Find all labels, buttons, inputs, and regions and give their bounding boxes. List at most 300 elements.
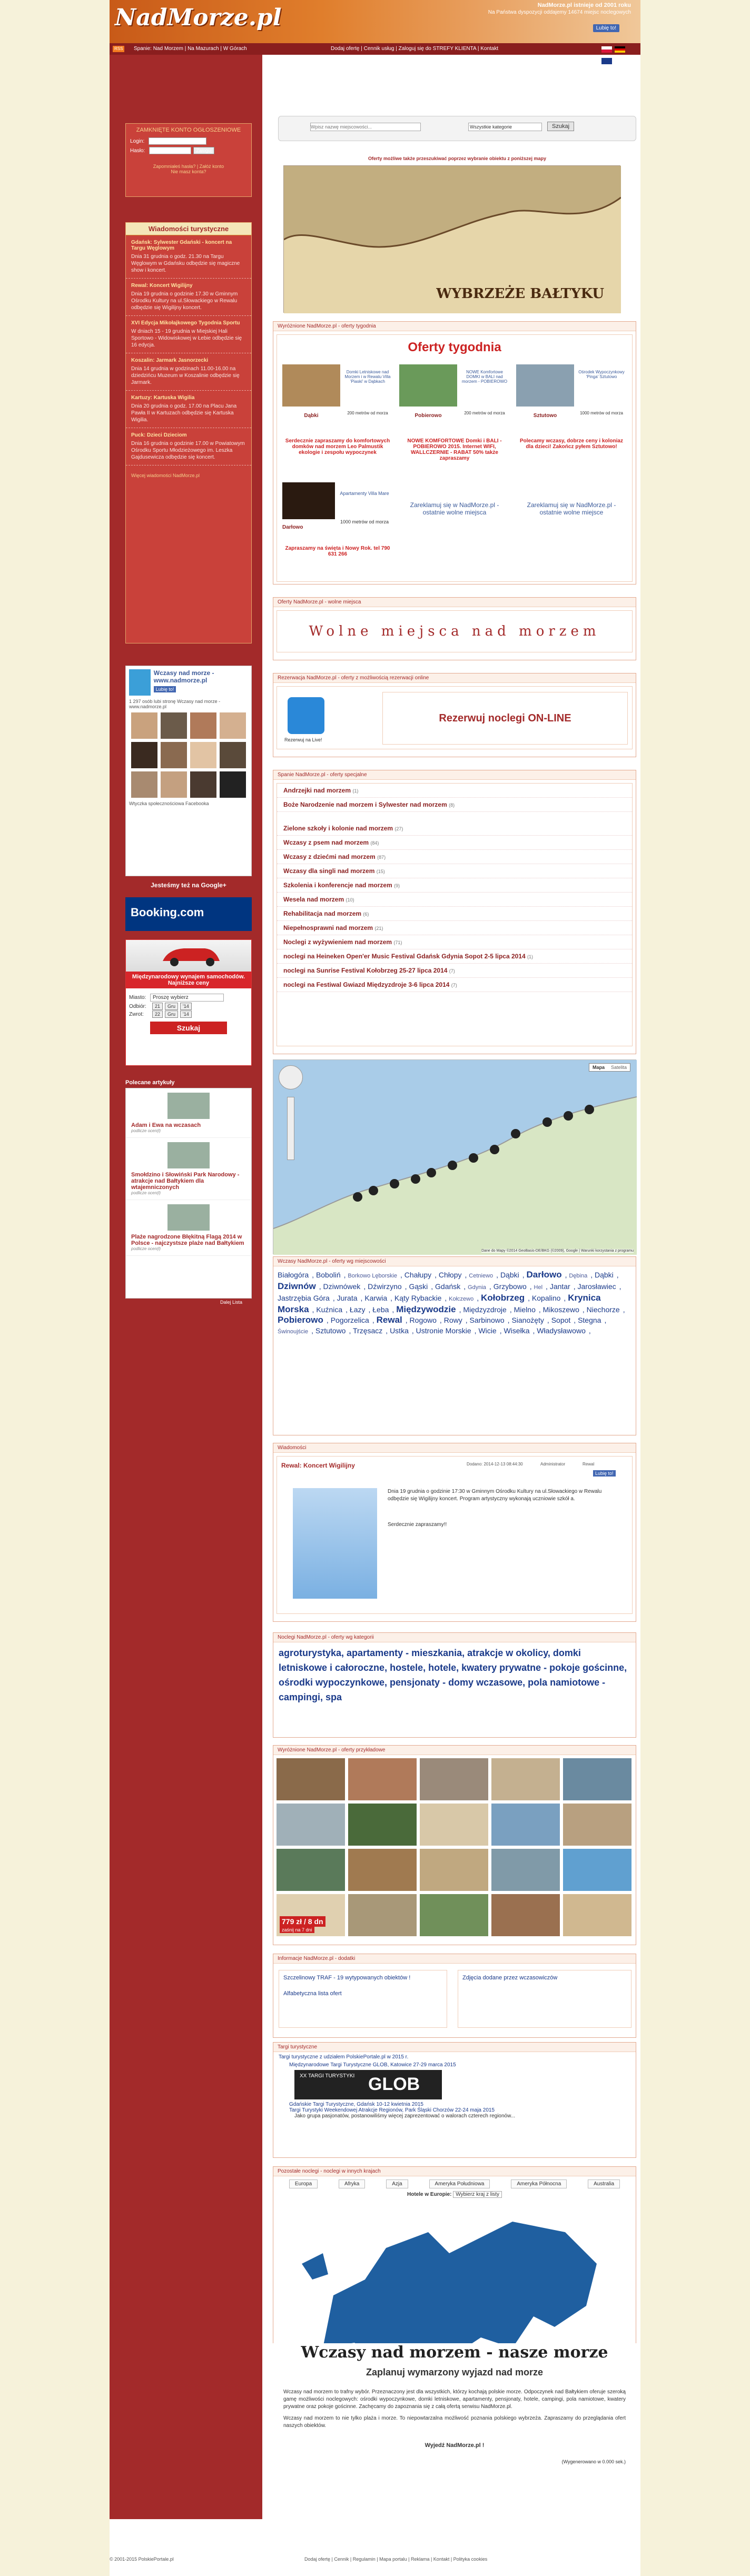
city-link[interactable]: Jantar bbox=[549, 1282, 570, 1291]
fb-fan-avatar[interactable] bbox=[220, 771, 246, 798]
special-offer-count: (10) bbox=[346, 897, 354, 903]
city-link[interactable]: Międzywodzie bbox=[396, 1304, 456, 1314]
special-offer-count: (87) bbox=[377, 855, 386, 860]
featured-photo[interactable] bbox=[420, 1758, 488, 1800]
articles-box bbox=[125, 1088, 252, 1299]
categories-panel-title: Noclegi NadMorze.pl - oferty wg kategorii bbox=[273, 1633, 636, 1642]
city-link[interactable]: Chałupy bbox=[404, 1271, 432, 1279]
city-link[interactable]: Rowy bbox=[443, 1316, 462, 1324]
message-place: Rewal bbox=[583, 1462, 595, 1467]
featured-photo[interactable] bbox=[277, 1849, 345, 1891]
continent-tab[interactable]: Ameryka Północna bbox=[511, 2179, 567, 2188]
city-link[interactable]: Chłopy bbox=[438, 1271, 462, 1279]
city-link[interactable]: Kąty Rybackie bbox=[394, 1294, 442, 1302]
city-link[interactable]: Mielno bbox=[514, 1305, 536, 1314]
map-attribution: Dane do Mapy ©2014 GeoBasis-DE/BKG (©2009), Google | Warunki korzystania z programu bbox=[481, 1249, 634, 1253]
map-pin-icon[interactable] bbox=[411, 1174, 420, 1184]
car-search-button[interactable]: Szukaj bbox=[150, 1022, 227, 1034]
special-offer-link[interactable] bbox=[277, 935, 632, 949]
article-rating: podlicze ocen(ł) bbox=[131, 1128, 161, 1133]
special-offer-link[interactable] bbox=[277, 821, 632, 836]
city-link[interactable]: Jurata bbox=[337, 1294, 358, 1302]
city-link[interactable]: Jastrzębia Góra bbox=[278, 1294, 330, 1302]
car-rental-box bbox=[125, 939, 252, 1066]
city-link[interactable]: Kuźnica bbox=[316, 1305, 343, 1314]
article-rating: podlicze ocen(ł) bbox=[131, 1246, 161, 1251]
map-pin-icon[interactable] bbox=[369, 1186, 378, 1195]
free-places-heading[interactable]: Wolne miejsca nad morzem bbox=[309, 623, 600, 639]
featured-photo[interactable] bbox=[420, 1894, 488, 1936]
search-input[interactable] bbox=[310, 123, 421, 131]
left-sidebar bbox=[110, 55, 262, 2519]
city-link[interactable]: Kopalino bbox=[531, 1294, 561, 1302]
city-link[interactable]: Dziwnów bbox=[278, 1281, 316, 1291]
page-wrapper bbox=[110, 0, 640, 2576]
bottom-subtitle: Zaplanuj wymarzony wyjazd nad morze bbox=[366, 2367, 544, 2377]
special-offer-count: (7) bbox=[449, 968, 455, 974]
fb-fan-avatar[interactable] bbox=[131, 771, 157, 798]
article-item[interactable] bbox=[126, 1088, 251, 1138]
offer-distance: 200 metrów od morza bbox=[347, 411, 388, 415]
fb-fan-avatar[interactable] bbox=[190, 712, 216, 739]
reservation-online-link[interactable]: Rezerwuj noclegi ON-LINE bbox=[382, 692, 628, 745]
offer-name[interactable]: Pobierowo bbox=[415, 413, 442, 419]
car-city-select[interactable]: Proszę wybierz bbox=[150, 994, 224, 1002]
article-item[interactable] bbox=[126, 1138, 251, 1200]
message-author: Administrator bbox=[540, 1462, 566, 1467]
site-header bbox=[110, 0, 640, 43]
special-offer-count: (1) bbox=[352, 788, 359, 794]
news-item-text: Dnia 16 grudnia o godzinie 17.00 w Powiatowym Ośrodku Sportu Młodzieżowego im. Leszka Gajdusewicza odbędzie się koncert. bbox=[131, 441, 245, 460]
messages-panel bbox=[273, 1443, 636, 1622]
city-link[interactable]: Borkowo Lęborskie bbox=[348, 1273, 397, 1279]
continent-tab[interactable]: Azja bbox=[386, 2179, 408, 2188]
special-offer-link[interactable] bbox=[277, 978, 632, 992]
city-link[interactable]: Białogóra bbox=[278, 1271, 309, 1279]
city-link[interactable]: Ustka bbox=[390, 1326, 409, 1335]
article-title[interactable]: Smołdzino i Słowiński Park Narodowy - atrakcje nad Bałtykiem dla wtajemniczonych bbox=[131, 1172, 240, 1191]
cities-panel-title: Wczasy NadMorze.pl - oferty wg miejscowości bbox=[273, 1257, 636, 1266]
featured-price-sub: zaśnij na 7 dni bbox=[280, 1927, 314, 1933]
car-pickup-month[interactable]: Gru bbox=[165, 1003, 178, 1010]
special-offer-title[interactable]: Zielone szkoły i kolonie nad morzem bbox=[283, 825, 393, 832]
news-item-text: Dnia 14 grudnia w godzinach 11.00-16.00 na dziedzińcu Muzeum w Koszalinie odbędzie się Jarmark. bbox=[131, 366, 240, 385]
login-button[interactable]: Zaloguj bbox=[193, 147, 214, 154]
offer-desc[interactable]: Ośrodek Wypoczynkowy 'Pinga' Sztutowo bbox=[578, 370, 625, 379]
city-link[interactable]: Dziwnówek bbox=[323, 1282, 361, 1291]
fb-likes-count: 1 297 osób lubi stronę Wczasy nad morze - www.nadmorze.pl bbox=[129, 699, 221, 709]
special-offer-title[interactable]: Szkolenia i konferencje nad morzem bbox=[283, 881, 392, 889]
search-bar bbox=[278, 116, 636, 141]
map-pin-icon[interactable] bbox=[427, 1168, 436, 1177]
car-pickup-year[interactable]: '14 bbox=[180, 1003, 192, 1010]
world-heading bbox=[273, 2192, 636, 2197]
city-link[interactable]: Dąbki bbox=[595, 1271, 614, 1279]
news-item-title[interactable]: Koszalin: Jarmark Jasnorzecki bbox=[131, 358, 209, 363]
map-banner-title: WYBRZEŻE BAŁTYKU bbox=[436, 286, 604, 302]
reservation-icon-caption: Rezerwuj na Live! bbox=[284, 737, 322, 742]
featured-photo[interactable] bbox=[563, 1894, 631, 1936]
featured-photo[interactable] bbox=[348, 1894, 417, 1936]
featured-photo[interactable] bbox=[348, 1804, 417, 1846]
city-link[interactable]: Sarbinowo bbox=[469, 1316, 505, 1324]
featured-price[interactable]: 779 zł / 8 dn bbox=[280, 1916, 325, 1927]
city-link[interactable]: Dąbki bbox=[500, 1271, 519, 1279]
featured-photo[interactable] bbox=[491, 1758, 560, 1800]
fb-faces-grid bbox=[126, 709, 251, 801]
fb-fan-avatar[interactable] bbox=[190, 771, 216, 798]
special-offer-link[interactable] bbox=[277, 949, 632, 964]
message-date: Dodano: 2014-12-13 08:44:30 bbox=[467, 1462, 523, 1467]
featured-photo[interactable] bbox=[563, 1849, 631, 1891]
city-link[interactable]: Karwia bbox=[364, 1294, 388, 1302]
search-button[interactable]: Szukaj bbox=[547, 122, 574, 131]
world-panel-title: Pozostałe noclegi - noclegi w innych krajach bbox=[273, 2167, 636, 2176]
news-item[interactable] bbox=[126, 391, 251, 428]
week-promo-2[interactable]: NOWE KOMFORTOWE Domki i BALI - POBIEROWO 2015. Internet WIFI, WALLCZERNIE - RABAT 50% także zapraszamy bbox=[407, 438, 502, 461]
map-pin-icon[interactable] bbox=[390, 1179, 399, 1188]
fb-fan-avatar[interactable] bbox=[161, 742, 187, 768]
bottom-paragraph-2: Wczasy nad morzem to nie tylko plaża i morze. To niepowtarzalna możliwość poznania polskiego wybrzeża. Zapraszamy do przeglądania ofert naszych obiektów. bbox=[283, 2415, 626, 2429]
offer-name[interactable]: Sztutowo bbox=[533, 413, 557, 419]
featured-photo[interactable] bbox=[348, 1849, 417, 1891]
article-thumb[interactable] bbox=[167, 1142, 210, 1168]
news-item-title[interactable]: Gdańsk: Sylwester Gdański - koncert na Targu Węglowym bbox=[131, 240, 232, 251]
city-link[interactable]: Rogowo bbox=[409, 1316, 437, 1324]
city-link[interactable]: Pobierowo bbox=[278, 1315, 323, 1325]
city-link[interactable]: Mikoszewo bbox=[542, 1305, 579, 1314]
city-link[interactable]: Hel bbox=[534, 1284, 543, 1291]
map-pin-icon[interactable] bbox=[511, 1129, 520, 1138]
city-link[interactable]: Stegna bbox=[578, 1316, 601, 1324]
city-link[interactable]: Jarosławiec bbox=[577, 1282, 616, 1291]
booking-banner[interactable]: Booking.com bbox=[125, 897, 252, 931]
news-item[interactable] bbox=[126, 279, 251, 316]
car-city-label: Miasto: bbox=[129, 995, 146, 1000]
city-link[interactable]: Gdynia bbox=[468, 1284, 486, 1291]
featured-photo[interactable] bbox=[348, 1758, 417, 1800]
city-link[interactable]: Cetniewo bbox=[469, 1273, 494, 1279]
header-capacity: Na Państwa dyspozycji oddajemy 14674 miejsc noclegowych bbox=[488, 9, 631, 15]
message-like-button[interactable]: Lubię to! bbox=[593, 1470, 616, 1477]
flag-en-icon[interactable] bbox=[601, 58, 612, 64]
map-pan-control[interactable] bbox=[279, 1065, 303, 1089]
info-link-1[interactable]: Szczelinowy TRAF - 19 wytypowanych obiektów ! bbox=[283, 1975, 411, 1981]
continent-tab[interactable]: Europa bbox=[289, 2179, 318, 2188]
offer-desc[interactable]: NOWE Komfortowe DOMKI w BALI nad morzem - POBIEROWO bbox=[461, 370, 508, 384]
city-link[interactable]: Sopot bbox=[551, 1316, 571, 1324]
fb-fan-avatar[interactable] bbox=[161, 712, 187, 739]
news-more-link[interactable]: Więcej wiadomości NadMorze.pl bbox=[131, 473, 200, 478]
map-pin-icon[interactable] bbox=[448, 1161, 457, 1170]
baltic-map-banner[interactable] bbox=[283, 165, 620, 313]
offer-photo[interactable] bbox=[282, 364, 340, 407]
special-offer-link[interactable] bbox=[277, 798, 632, 812]
glob-banner-title: GLOB bbox=[368, 2074, 420, 2094]
continent-tab[interactable]: Ameryka Południowa bbox=[429, 2179, 490, 2188]
city-link[interactable]: Ustronie Morskie bbox=[416, 1326, 471, 1335]
special-offer-link[interactable] bbox=[277, 878, 632, 893]
offer-distance: 200 metrów od morza bbox=[464, 411, 505, 415]
special-offer-link[interactable] bbox=[277, 850, 632, 864]
special-offer-title[interactable]: noclegi na Festiwal Gwiazd Międzyzdroje 3-6 lipca 2014 bbox=[283, 981, 450, 988]
google-map[interactable] bbox=[273, 1059, 636, 1254]
city-link[interactable]: Trzęsacz bbox=[353, 1326, 383, 1335]
fb-plugin-label: Wtyczka społecznościowa Facebooka bbox=[129, 801, 209, 806]
news-item-title[interactable]: XVI Edycja Mikołajkowego Tygodnia Sportu bbox=[131, 320, 240, 326]
flag-pl-icon[interactable] bbox=[601, 46, 612, 53]
car-return-label: Zwrot: bbox=[129, 1012, 144, 1017]
offer-photo[interactable] bbox=[516, 364, 574, 407]
city-link[interactable]: Wicie bbox=[478, 1326, 497, 1335]
city-link[interactable]: Grzybowo bbox=[493, 1282, 527, 1291]
special-offer-count: (71) bbox=[393, 940, 402, 945]
country-select[interactable]: Wybierz kraj z listy bbox=[453, 2191, 502, 2198]
fb-page-name[interactable]: Wczasy nad morze - www.nadmorze.pl bbox=[153, 669, 214, 684]
message-title[interactable]: Rewal: Koncert Wigilijny bbox=[281, 1462, 355, 1469]
special-offer-link[interactable] bbox=[277, 864, 632, 878]
ad-slot-2[interactable]: Zareklamuj się w NadMorze.pl - ostatnie wolne miejsce bbox=[527, 501, 616, 516]
special-offer-link[interactable] bbox=[277, 907, 632, 921]
special-offers-list bbox=[277, 783, 633, 1046]
fb-fan-avatar[interactable] bbox=[131, 742, 157, 768]
category-select[interactable]: Wszystkie kategorie bbox=[468, 123, 542, 131]
city-link[interactable]: Władysławowo bbox=[537, 1326, 586, 1335]
city-link[interactable]: Kołobrzeg bbox=[481, 1293, 525, 1303]
city-link[interactable]: Gdańsk bbox=[435, 1282, 461, 1291]
week-promo-1[interactable]: Serdecznie zapraszamy do komfortowych domków nad morzem Leo Palmustik ekologie i zespołu wypoczynek bbox=[285, 438, 390, 455]
darlowo-promo[interactable]: Zapraszamy na święta i Nowy Rok. tel 790 631 266 bbox=[285, 546, 390, 557]
featured-photo[interactable] bbox=[491, 1894, 560, 1936]
city-link[interactable]: Pogorzelica bbox=[330, 1316, 369, 1324]
fb-fan-avatar[interactable] bbox=[161, 771, 187, 798]
featured-panel-title: Wyróżnione NadMorze.pl - oferty przykładowe bbox=[273, 1746, 636, 1755]
city-link[interactable]: Świnoujście bbox=[278, 1329, 309, 1335]
world-heading-text: Hotele w Europie: bbox=[407, 2192, 452, 2197]
special-offer-title[interactable]: Niepełnosprawni nad morzem bbox=[283, 924, 373, 932]
free-panel-title: Oferty NadMorze.pl - wolne miejsca bbox=[273, 598, 636, 607]
special-offer-title[interactable]: noclegi na Heineken Open'er Music Festival Gdańsk Gdynia Sopot 2-5 lipca 2014 bbox=[283, 953, 526, 960]
articles-more[interactable]: Dalej Lista bbox=[220, 1300, 243, 1305]
nav-account[interactable]: Dodaj ofertę | Cennik usług | Zaloguj się do STREFY KLIENTA | Kontakt bbox=[331, 46, 499, 52]
city-link[interactable]: Łeba bbox=[372, 1305, 389, 1314]
special-offer-title[interactable]: Wesela nad morzem bbox=[283, 896, 344, 903]
google-map-canvas bbox=[273, 1060, 637, 1255]
news-item-title[interactable]: Rewal: Koncert Wigilijny bbox=[131, 283, 193, 289]
message-body: Dnia 19 grudnia o godzinie 17:30 w Gminnym Ośrodku Kultury na ul.Słowackiego w Rewalu odbędzie się Wigilijny koncert. Program artystyczny wykonają uczniowie szkół a. bbox=[388, 1489, 602, 1502]
darlowo-desc[interactable]: Apartamenty Villa Mare bbox=[340, 491, 389, 496]
fairs-item-2[interactable]: Gdańskie Targi Turystyczne, Gdańsk 10-12 kwietnia 2015 bbox=[289, 2102, 423, 2107]
week-offers-panel bbox=[273, 321, 636, 584]
darlowo-name[interactable]: Darłowo bbox=[282, 524, 303, 530]
city-link[interactable]: Boboliń bbox=[315, 1271, 341, 1279]
bottom-seo-block bbox=[273, 2343, 636, 2543]
special-offer-title[interactable]: Andrzejki nad morzem bbox=[283, 787, 351, 794]
top-nav bbox=[110, 43, 640, 55]
no-account-link[interactable]: Nie masz konta? bbox=[171, 169, 206, 174]
map-pin-icon[interactable] bbox=[469, 1153, 478, 1163]
featured-photo[interactable] bbox=[563, 1758, 631, 1800]
rss-icon[interactable]: RSS bbox=[113, 46, 124, 52]
news-item-text: Dnia 31 grudnia o godz. 21.30 na Targu Węglowym w Gdańsku odbędzie się magiczne show i koncert. bbox=[131, 254, 240, 273]
city-link[interactable]: Gąski bbox=[409, 1282, 428, 1291]
bottom-title: Wczasy nad morzem - nasze morze bbox=[301, 2343, 608, 2362]
fairs-item-1[interactable]: Międzynarodowe Targi Turystyczne GLOB, Katowice 27-29 marca 2015 bbox=[289, 2062, 456, 2068]
map-zoom-slider[interactable] bbox=[287, 1097, 294, 1160]
fb-fan-avatar[interactable] bbox=[190, 742, 216, 768]
city-link[interactable]: Łazy bbox=[349, 1305, 366, 1314]
week-promo-3[interactable]: Polecamy wczasy, dobrze ceny i koloniaz dla dzieci! Zakończ pyłem Sztutowo! bbox=[519, 438, 623, 450]
fairs-subtitle[interactable]: Targi turystyczne z udziałem PolskiePortale.pl w 2015 r. bbox=[279, 2054, 409, 2060]
fairs-item-3[interactable]: Targi Turystyki Weekendowej Atrakcje Regionów, Park Śląski Chorzów 22-24 maja 2015 bbox=[289, 2107, 495, 2113]
continent-tab[interactable]: Afryka bbox=[339, 2179, 365, 2188]
google-plus-line[interactable]: Jesteśmy też na Google+ bbox=[151, 881, 226, 889]
offer-name[interactable]: Dąbki bbox=[304, 413, 319, 419]
continent-tabs bbox=[273, 2176, 636, 2192]
darlowo-photo[interactable] bbox=[282, 482, 335, 519]
special-offer-title[interactable]: Rehabilitacja nad morzem bbox=[283, 910, 362, 917]
bottom-sign: Wyjedź NadMorze.pl ! bbox=[425, 2442, 485, 2449]
ad-slot-1[interactable]: Zareklamuj się w NadMorze.pl - ostatnie wolne miejsca bbox=[410, 501, 499, 516]
special-offer-title[interactable]: Wczasy z dziećmi nad morzem bbox=[283, 853, 376, 860]
message-invite: Serdecznie zapraszamy!! bbox=[388, 1522, 447, 1528]
fairs-panel bbox=[273, 2042, 636, 2158]
cities-panel bbox=[273, 1256, 636, 1435]
car-return-month[interactable]: Gru bbox=[165, 1010, 178, 1018]
car-image bbox=[126, 940, 251, 972]
map-pin-icon[interactable] bbox=[585, 1105, 594, 1114]
week-offers-heading: Oferty tygodnia bbox=[408, 340, 501, 354]
special-offer-link[interactable] bbox=[277, 893, 632, 907]
news-item[interactable] bbox=[126, 316, 251, 353]
special-offers-panel bbox=[273, 770, 636, 1054]
glob-banner[interactable] bbox=[294, 2070, 442, 2099]
map-pin-icon[interactable] bbox=[542, 1117, 552, 1127]
fb-fan-avatar[interactable] bbox=[220, 712, 246, 739]
map-pin-icon[interactable] bbox=[490, 1145, 499, 1154]
news-item[interactable] bbox=[126, 353, 251, 391]
car-return-day[interactable]: 22 bbox=[152, 1010, 163, 1018]
car-pickup-label: Odbiór: bbox=[129, 1004, 146, 1009]
article-rating: podlicze ocen(ł) bbox=[131, 1191, 161, 1195]
fb-like-button[interactable]: Lubię to! bbox=[593, 24, 619, 32]
article-thumb[interactable] bbox=[167, 1204, 210, 1231]
news-list bbox=[126, 235, 251, 465]
special-offer-count: (8) bbox=[449, 802, 455, 808]
special-offer-title[interactable]: Wczasy dla singli nad morzem bbox=[283, 867, 375, 875]
city-link[interactable]: Wisełka bbox=[504, 1326, 530, 1335]
city-link[interactable]: Kołczewo bbox=[449, 1296, 474, 1302]
articles-heading: Polecane artykuły bbox=[125, 1079, 175, 1086]
city-link[interactable]: Sztutowo bbox=[315, 1326, 346, 1335]
news-heading: Wiadomości turystyczne bbox=[126, 223, 251, 235]
article-item[interactable] bbox=[126, 1200, 251, 1256]
map-pin-icon[interactable] bbox=[564, 1111, 573, 1121]
login-links[interactable]: Zapomniałeś hasła? | Załóż konto bbox=[153, 164, 224, 169]
featured-photo[interactable] bbox=[277, 1804, 345, 1846]
footer-links[interactable]: Dodaj ofertę | Cennik | Regulamin | Mapa portalu | Reklama | Kontakt | Polityka cookies bbox=[304, 2557, 488, 2562]
login-input[interactable] bbox=[149, 137, 206, 145]
featured-photo[interactable] bbox=[491, 1804, 560, 1846]
password-input[interactable] bbox=[149, 147, 191, 154]
continent-tab[interactable]: Australia bbox=[588, 2179, 620, 2188]
special-offer-count: (27) bbox=[394, 826, 403, 831]
info-link-3[interactable]: Zdjęcia dodane przez wczasowiczów bbox=[458, 1970, 631, 2028]
special-offer-title[interactable]: Boże Narodzenie nad morzem i Sylwester nad morzem bbox=[283, 801, 447, 808]
site-logo[interactable]: NadMorze.pl bbox=[115, 4, 282, 31]
darlowo-dist: 1000 metrów od morza bbox=[340, 519, 389, 524]
map-tab-map[interactable]: Mapa bbox=[592, 1065, 605, 1070]
week-offers-grid bbox=[277, 364, 632, 428]
special-offer-link[interactable] bbox=[277, 836, 632, 850]
special-offer-title[interactable]: noclegi na Sunrise Festival Kołobrzeg 25-27 lipca 2014 bbox=[283, 967, 448, 974]
fb-fan-avatar[interactable] bbox=[131, 712, 157, 739]
featured-photo[interactable] bbox=[277, 1758, 345, 1800]
special-panel-title: Spanie NadMorze.pl - oferty specjalne bbox=[273, 770, 636, 780]
news-item[interactable] bbox=[126, 235, 251, 279]
featured-photo[interactable] bbox=[420, 1804, 488, 1846]
featured-photo[interactable] bbox=[491, 1849, 560, 1891]
fb-box-like-button[interactable]: Lubię to! bbox=[154, 686, 176, 692]
login-box bbox=[125, 123, 252, 197]
map-pin-icon[interactable] bbox=[353, 1192, 362, 1202]
flag-de-icon[interactable] bbox=[615, 46, 625, 53]
special-offer-link[interactable] bbox=[277, 964, 632, 978]
city-link[interactable]: Sianożęty bbox=[511, 1316, 544, 1324]
featured-photo[interactable] bbox=[563, 1804, 631, 1846]
nav-regions[interactable]: Spanie: Nad Morzem | Na Mazurach | W Górach bbox=[134, 46, 247, 52]
info-link-2[interactable]: Alfabetyczna lista ofert bbox=[283, 1990, 342, 1997]
city-link[interactable]: Międzyzdroje bbox=[463, 1305, 507, 1314]
special-offer-link[interactable] bbox=[277, 784, 632, 798]
offer-photo[interactable] bbox=[399, 364, 457, 407]
car-pickup-day[interactable]: 21 bbox=[152, 1003, 163, 1010]
city-link[interactable]: Dębina bbox=[569, 1273, 588, 1279]
featured-photo[interactable] bbox=[420, 1849, 488, 1891]
map-tab-satellite[interactable]: Satelita bbox=[610, 1065, 627, 1070]
special-offer-count: (7) bbox=[451, 983, 457, 988]
reservation-calendar-icon[interactable] bbox=[288, 697, 324, 734]
car-return-year[interactable]: '14 bbox=[180, 1010, 192, 1018]
messages-panel-title: Wiadomości bbox=[273, 1443, 636, 1453]
article-title[interactable]: Plaże nagrodzone Błękitną Flagą 2014 w Polsce - najczystsze plaże nad Bałtykiem bbox=[131, 1234, 244, 1246]
special-offer-title[interactable]: Wczasy z psem nad morzem bbox=[283, 839, 369, 846]
city-link[interactable]: Krynica Morska bbox=[278, 1293, 601, 1314]
city-link[interactable]: Rewal bbox=[376, 1315, 402, 1325]
featured-panel bbox=[273, 1745, 636, 1945]
fb-fan-avatar[interactable] bbox=[220, 742, 246, 768]
fb-page-avatar[interactable] bbox=[129, 669, 151, 696]
city-link[interactable]: Dźwirzyno bbox=[368, 1282, 402, 1291]
news-item-title[interactable]: Puck: Dzieci Dzieciom bbox=[131, 432, 187, 438]
special-offer-title[interactable]: Noclegi z wyżywieniem nad morzem bbox=[283, 938, 392, 946]
news-item-title[interactable]: Kartuzy: Kartuska Wigilia bbox=[131, 395, 195, 401]
categories-list[interactable]: agroturystyka, apartamenty - mieszkania, atrakcje w okolicy, domki letniskowe i całoroczne, hostele, hotele, kwatery prywatne - pokoje gościnne, ośrodki wypoczynkowe, pensjonaty - domy wczasowe, pola namiotowe - campingi, spa bbox=[279, 1648, 627, 1702]
language-flags bbox=[600, 46, 637, 52]
article-title[interactable]: Adam i Ewa na wczasach bbox=[131, 1122, 201, 1128]
offer-desc[interactable]: Domki Letniskowe nad Morzem i w Rewalu Villa 'Piaski' w Dąbkach bbox=[344, 370, 391, 384]
news-item[interactable] bbox=[126, 428, 251, 465]
site-footer bbox=[110, 2554, 640, 2564]
special-offer-count: (21) bbox=[374, 926, 383, 931]
special-offer-link[interactable] bbox=[277, 921, 632, 935]
city-link[interactable]: Niechorze bbox=[586, 1305, 620, 1314]
featured-grid bbox=[273, 1755, 636, 1939]
special-offer-count: (9) bbox=[394, 883, 400, 888]
city-link[interactable]: Darłowo bbox=[526, 1270, 562, 1280]
article-thumb[interactable] bbox=[167, 1093, 210, 1119]
login-label: Login: bbox=[130, 138, 145, 144]
